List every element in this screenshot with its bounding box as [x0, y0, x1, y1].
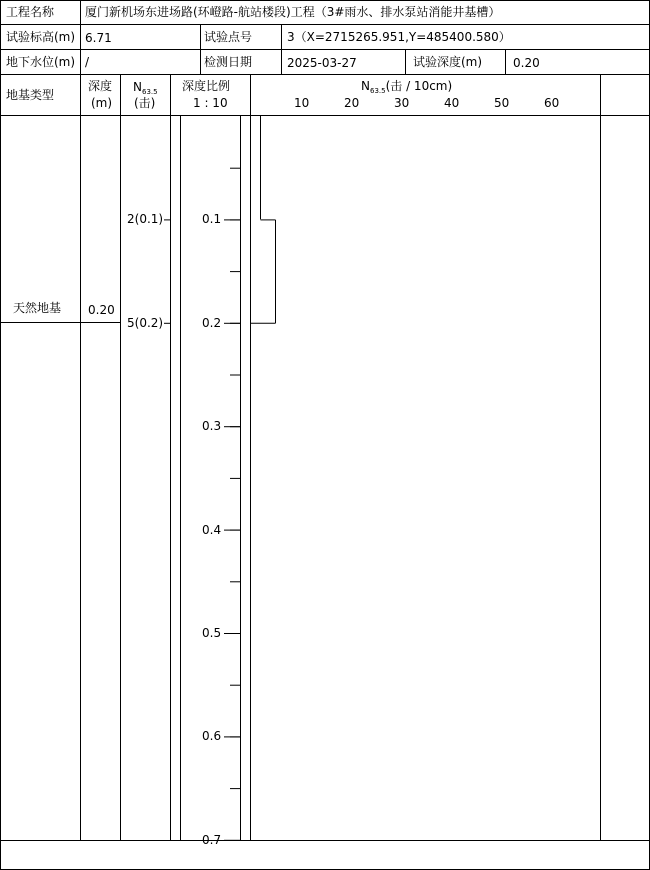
x-tick-label: 10: [294, 96, 310, 110]
date-value: 2025-03-27: [287, 56, 357, 70]
groundwater-value: /: [85, 55, 90, 69]
test-depth-value: 0.20: [513, 56, 540, 70]
blow-count-value: 5(0.2): [127, 315, 164, 330]
row-line: [0, 115, 650, 116]
depth-tick-label: 0.4: [202, 522, 222, 537]
soil-type-value: 天然地基: [13, 301, 62, 315]
elevation-value: 6.71: [85, 31, 112, 45]
depth-tick-label: 0.6: [202, 729, 222, 744]
depth-tick-label: 0.7: [202, 832, 222, 847]
col-line: [200, 25, 201, 74]
soil-type-header: 地基类型: [6, 88, 55, 102]
col-line: [180, 116, 181, 840]
col-line: [170, 75, 171, 840]
depth-unit-header: (m): [91, 96, 113, 110]
col-line: [240, 116, 241, 840]
col-line: [80, 75, 81, 840]
row-line: [0, 24, 650, 25]
blow-count-symbol: N: [133, 80, 142, 94]
blow-count-subscript: 63.5: [141, 88, 158, 96]
depth-scale-header: 深度比例: [182, 79, 231, 93]
chart-axis-subscript: 63.5: [369, 87, 386, 95]
depth-header: 深度: [88, 79, 113, 93]
row-line: [0, 74, 650, 75]
x-tick-label: 20: [344, 96, 360, 110]
depth-tick-label: 0.1: [202, 212, 222, 227]
chart-axis-symbol: N: [361, 79, 370, 93]
project-value: 厦门新机场东进场路(环嶝路-航站楼段)工程（3#雨水、排水泵站消能井基槽）: [85, 5, 501, 19]
col-line: [405, 50, 406, 74]
point-value: 3（X=2715265.951,Y=485400.580）: [287, 30, 511, 44]
test-depth-label: 试验深度(m): [413, 55, 483, 69]
project-label: 工程名称: [6, 5, 55, 19]
layer-boundary-line: [0, 322, 120, 323]
x-tick-label: 30: [394, 96, 410, 110]
depth-tick-label: 0.3: [202, 419, 222, 434]
col-line: [505, 50, 506, 74]
col-line: [250, 75, 251, 840]
x-tick-label: 50: [494, 96, 510, 110]
col-line: [120, 75, 121, 840]
x-tick-label: 60: [544, 96, 560, 110]
layer-bottom-depth: 0.20: [88, 303, 115, 317]
table-border-top: [0, 0, 650, 1]
depth-tick-label: 0.5: [202, 626, 222, 640]
groundwater-label: 地下水位(m): [6, 55, 76, 69]
chart-axis-unit: (击 / 10cm): [385, 79, 453, 93]
col-line: [600, 75, 601, 840]
depth-tick-label: 0.2: [202, 315, 222, 330]
point-label: 试验点号: [204, 30, 253, 44]
row-line: [0, 49, 650, 50]
x-tick-label: 40: [444, 96, 460, 110]
col-line: [80, 0, 81, 74]
blow-count-value: 2(0.1): [127, 212, 164, 227]
col-line: [281, 25, 282, 74]
blow-count-unit-header: (击): [134, 96, 156, 110]
depth-scale-ratio: 1 : 10: [193, 96, 228, 110]
table-border-left: [0, 0, 1, 870]
elevation-label: 试验标高(m): [6, 30, 76, 44]
date-label: 检测日期: [204, 55, 253, 69]
row-line: [0, 840, 650, 841]
